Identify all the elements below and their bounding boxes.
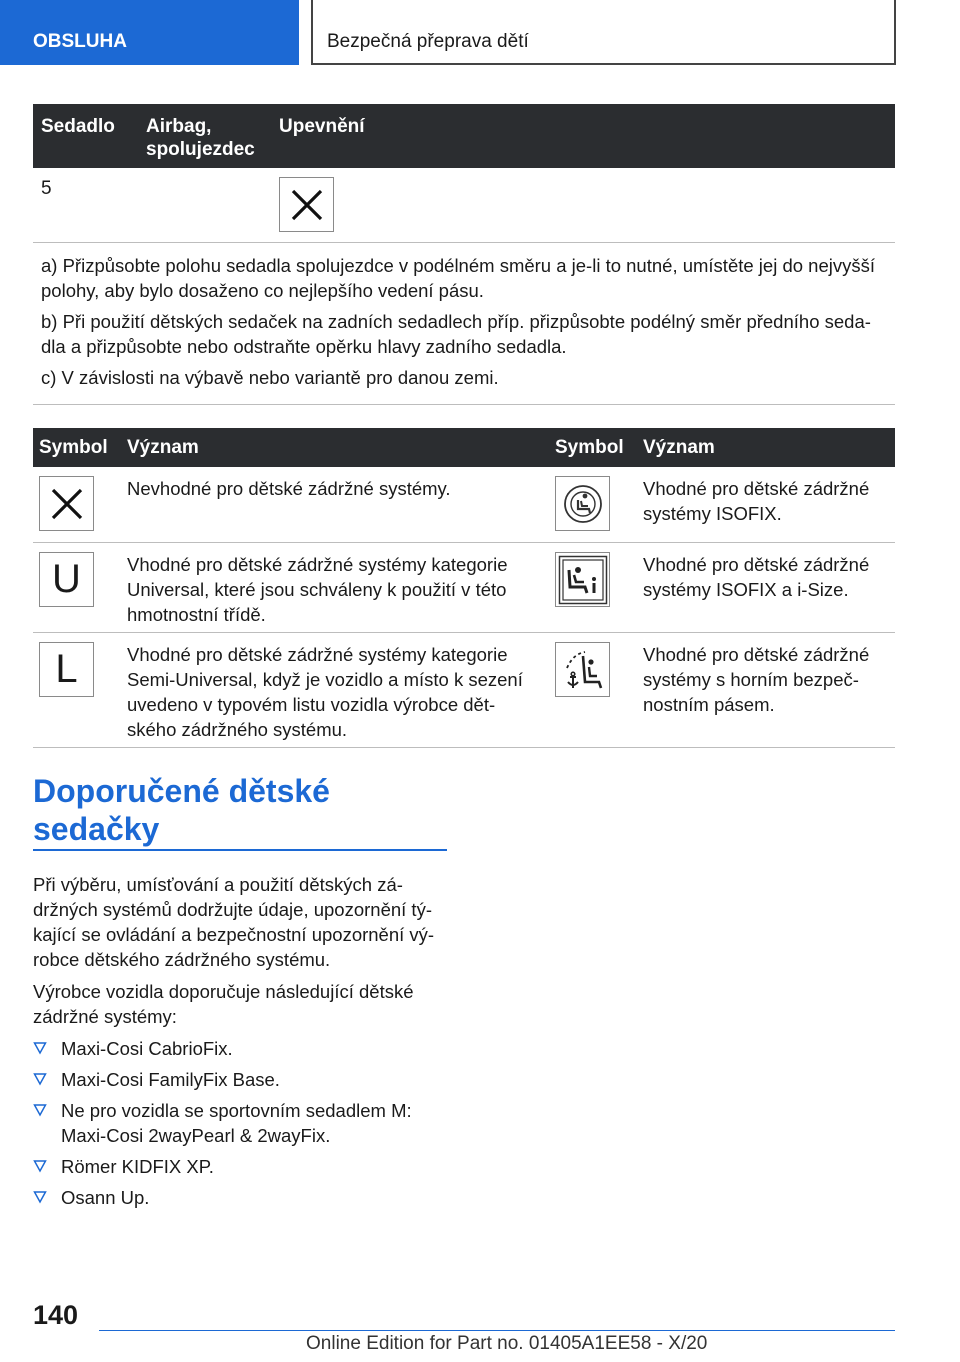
symbol-table [33,428,895,748]
col-airbag: Airbag, spolujezdec [146,116,255,160]
col-mount: Upevnění [279,116,365,137]
note-b: b) Při použití dětských sedaček na zadních sedadlech příp. přizpůsobte podélný směr předního sedadla a přizpůsobte nebo odstraňte opěrku hlavy zadního sedadla. [41,311,871,357]
list-item [33,1098,453,1148]
table-row [33,633,895,748]
bullet-triangle-icon [33,1072,47,1086]
section-paragraph: Výrobce vozidla doporučuje následující dětské zádržné systémy: [33,981,414,1027]
section-divider [33,849,447,851]
list-item [33,1067,453,1092]
isofix-icon [555,476,610,531]
list-item-text: Römer KIDFIX XP. [61,1156,214,1177]
bullet-triangle-icon [33,1190,47,1204]
section-title: Doporučené dětské sedačky [33,773,330,847]
l-icon: L [39,642,94,697]
list-item-text: Ne pro vozidla se sportovním sedadlem M: Maxi-Cosi 2wayPearl & 2wayFix. [61,1100,412,1146]
seat-number: 5 [41,178,52,199]
section-body [33,872,453,1216]
col-seat: Sedadlo [41,116,115,137]
page-number: 140 [33,1300,79,1330]
seat-table-header [33,104,895,168]
table-row [33,168,895,243]
footer-divider [99,1330,895,1331]
col-meaning-1: Význam [127,437,199,458]
header-chapter-tab [311,0,896,65]
table-row [33,467,895,543]
list-item-text: Maxi-Cosi FamilyFix Base. [61,1069,280,1090]
list-item-text: Maxi-Cosi CabrioFix. [61,1038,233,1059]
bullet-triangle-icon [33,1103,47,1117]
meaning-text: Vhodné pro dětské zádržné systémy kategorie Semi-Universal, když je vozidlo a místo k sezení uvedeno v typovém listu vozidla výrobce dětského zádržného systému. [127,644,523,740]
isize-icon [555,552,610,607]
section-paragraph: Při výběru, umísťování a použití dětských zádržných systémů dodržujte údaje, upozornění týkající se ovládání a bezpečnostní upozornění výrobce dětského zádržného systému. [33,874,435,970]
u-icon: U [39,552,94,607]
meaning-text: Vhodné pro dětské zádržné systémy s horním bezpečnostním pásem. [643,644,870,715]
list-item [33,1154,453,1179]
table-row [33,543,895,633]
header-section-tab [0,0,299,65]
col-meaning-2: Význam [643,437,715,458]
list-item [33,1185,453,1210]
bullet-triangle-icon [33,1041,47,1055]
header-chapter-label: Bezpečná přeprava dětí [327,31,529,52]
header-section-label: OBSLUHA [33,31,127,52]
meaning-text: Vhodné pro dětské zádržné systémy ISOFIX. [643,478,870,524]
meaning-text: Vhodné pro dětské zádržné systémy ISOFIX a i-Size. [643,554,870,600]
x-icon [279,177,334,232]
bullet-triangle-icon [33,1159,47,1173]
recommended-seat-list [33,1036,453,1210]
col-symbol-2: Symbol [555,437,624,458]
col-symbol-1: Symbol [39,437,108,458]
meaning-text: Vhodné pro dětské zádržné systémy kategorie Universal, které jsou schváleny k použití v této hmotnostní třídě. [127,554,508,625]
top-tether-icon [555,642,610,697]
meaning-text: Nevhodné pro dětské zádržné systémy. [127,478,451,499]
note-a: a) Přizpůsobte polohu sedadla spolujezdce v podélném směru a je-li to nutné, umístěte jej do nejvyšší polohy, aby bylo dosaženo co nejlepšího vedení pásu. [41,255,875,301]
note-c: c) V závislosti na výbavě nebo variantě pro danou zemi. [41,367,499,388]
list-item-text: Osann Up. [61,1187,150,1208]
seat-table-notes [33,243,895,405]
footer-edition: Online Edition for Part no. 01405A1EE58 - X/20 [306,1333,708,1354]
symbol-table-header [33,428,895,467]
x-icon [39,476,94,531]
list-item [33,1036,453,1061]
seat-table [33,104,895,405]
